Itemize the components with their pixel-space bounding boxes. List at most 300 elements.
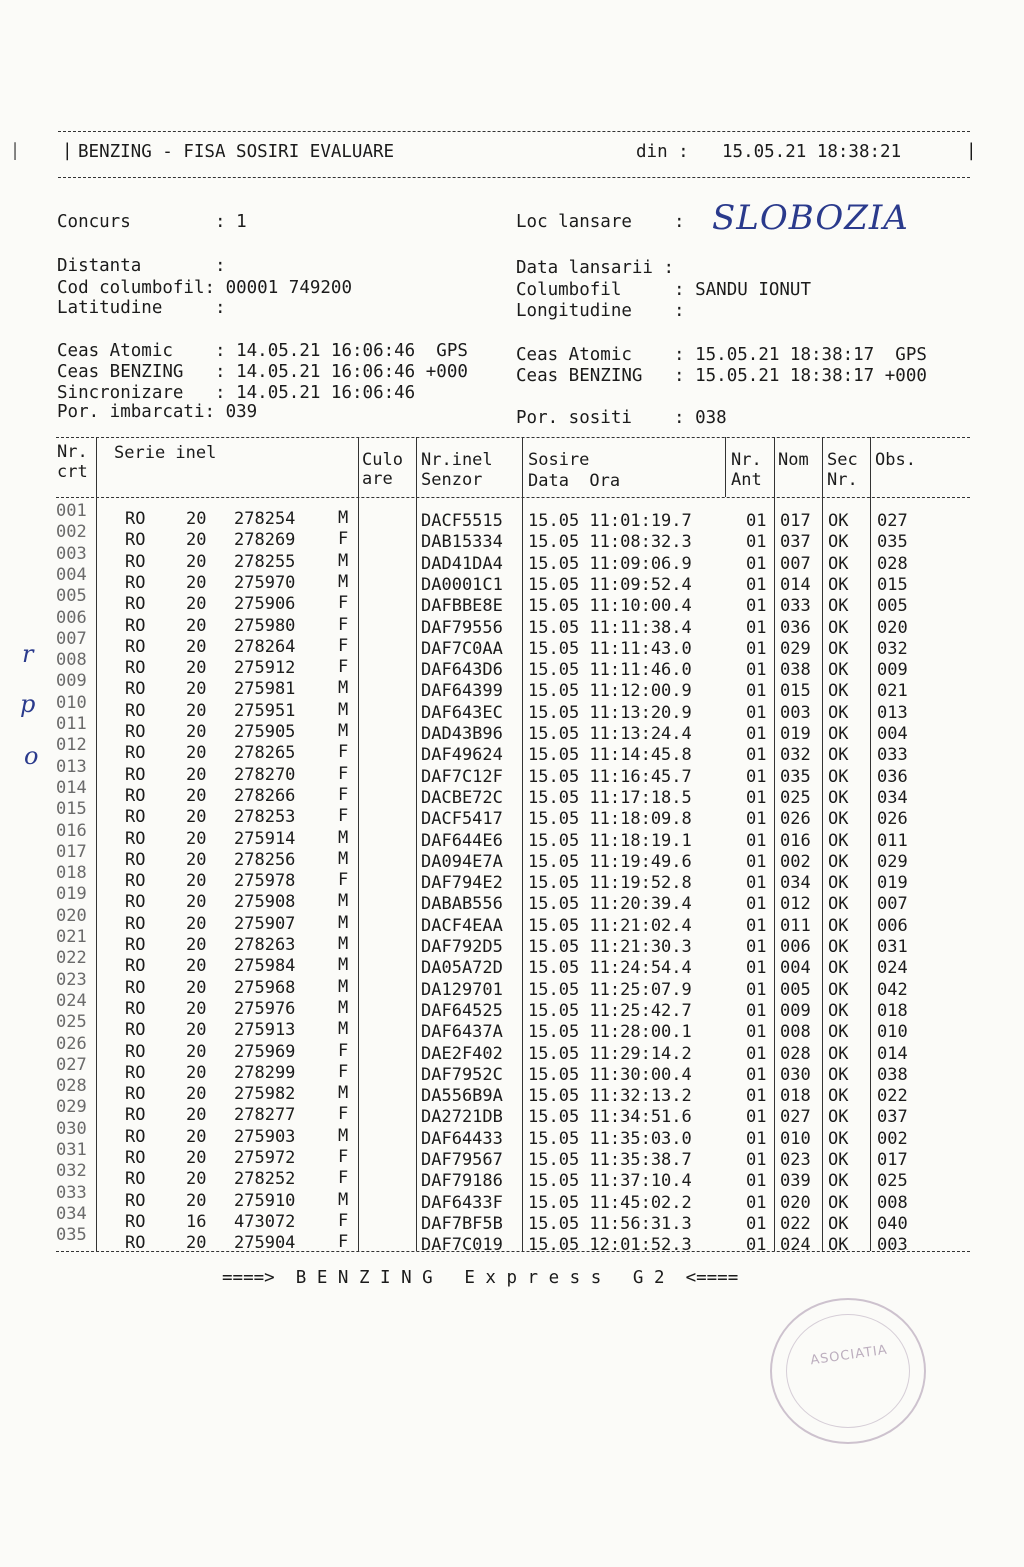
cell-sec: OK xyxy=(828,915,849,936)
cell-sensor: DAF64399 xyxy=(421,681,503,702)
cell-arrival: 15.05 11:30:00.4 xyxy=(528,1064,692,1085)
cell-year: 20 xyxy=(186,700,207,721)
cell-ring: 275904 xyxy=(234,1233,296,1254)
cell-nom: 007 xyxy=(780,553,811,574)
cell-nr-crt: 014 xyxy=(56,777,87,798)
cell-ring: 278266 xyxy=(234,785,296,806)
cell-nom: 008 xyxy=(780,1022,811,1043)
distanta-line: Distanta : xyxy=(57,256,226,276)
cell-arrival: 15.05 11:28:00.1 xyxy=(528,1022,692,1043)
cell-nom: 035 xyxy=(780,766,811,787)
cell-sex: F xyxy=(338,742,349,763)
cell-obs: 026 xyxy=(877,809,908,830)
cell-nr-crt: 019 xyxy=(56,884,87,905)
cell-arrival: 15.05 11:11:43.0 xyxy=(528,638,692,659)
por-sositi-line: Por. sositi : 038 xyxy=(516,408,727,428)
cell-year: 20 xyxy=(186,551,207,572)
cell-sex: F xyxy=(338,635,349,656)
cell-sensor: DAF644E6 xyxy=(421,830,503,851)
cell-country: RO xyxy=(125,636,146,657)
cell-nom: 024 xyxy=(780,1235,811,1256)
margin-handwriting-1: r xyxy=(22,640,34,668)
cell-sec: OK xyxy=(828,1107,849,1128)
cell-nom: 032 xyxy=(780,745,811,766)
cell-country: RO xyxy=(125,998,146,1019)
cell-ring: 278256 xyxy=(234,849,296,870)
cell-country: RO xyxy=(125,1105,146,1126)
footer-banner: ====> B E N Z I N G E x p r e s s G 2 <==== xyxy=(222,1268,739,1288)
cell-arrival: 15.05 11:11:38.4 xyxy=(528,617,692,638)
table-top-border xyxy=(56,437,970,438)
cell-sensor: DA0001C1 xyxy=(421,574,503,595)
ceas-atomic-right: Ceas Atomic : 15.05.21 18:38:17 GPS xyxy=(516,345,927,365)
cell-ant: 01 xyxy=(746,1150,767,1170)
cell-arrival: 15.05 11:24:54.4 xyxy=(528,958,692,979)
cell-arrival: 15.05 11:37:10.4 xyxy=(528,1171,692,1192)
cell-sensor: DA05A72D xyxy=(421,958,503,979)
cell-sex: M xyxy=(338,550,349,571)
cell-arrival: 15.05 11:12:00.9 xyxy=(528,681,692,702)
cell-obs: 019 xyxy=(877,873,908,894)
cell-year: 20 xyxy=(186,722,207,742)
cell-arrival: 15.05 11:21:30.3 xyxy=(528,937,692,957)
cell-nom: 022 xyxy=(780,1213,811,1234)
cell-nr-crt: 030 xyxy=(56,1118,87,1139)
cell-year: 16 xyxy=(186,1211,207,1232)
cell-nom: 018 xyxy=(780,1086,811,1107)
cell-sensor: DA129701 xyxy=(421,979,503,1000)
cell-country: RO xyxy=(125,615,146,636)
cell-sensor: DAF7C12F xyxy=(421,766,503,787)
col-line-6 xyxy=(774,437,775,1251)
cell-obs: 018 xyxy=(877,1000,908,1021)
cell-ant: 01 xyxy=(746,1213,767,1234)
cell-sec: OK xyxy=(828,809,849,830)
cell-obs: 021 xyxy=(877,681,908,702)
cell-ant: 01 xyxy=(746,681,767,702)
cell-nr-crt: 025 xyxy=(56,1012,87,1033)
cell-obs: 028 xyxy=(877,553,908,574)
cell-sex: F xyxy=(338,1232,349,1253)
cell-nom: 020 xyxy=(780,1192,811,1213)
cell-ring: 275981 xyxy=(234,679,296,700)
cell-obs: 035 xyxy=(877,532,908,553)
cell-country: RO xyxy=(125,1190,146,1211)
cell-sensor: DAD43B96 xyxy=(421,724,503,744)
cell-nr-crt: 008 xyxy=(56,650,87,671)
loc-lansare-handwritten: SLOBOZIA xyxy=(712,198,909,238)
ceas-benzing-left: Ceas BENZING : 14.05.21 16:06:46 +000 xyxy=(57,362,468,382)
cell-ring: 275980 xyxy=(234,615,296,636)
cell-obs: 017 xyxy=(877,1150,908,1170)
cell-sex: M xyxy=(338,976,349,997)
cell-year: 20 xyxy=(186,913,207,934)
cell-ring: 278277 xyxy=(234,1105,296,1126)
cell-obs: 005 xyxy=(877,596,908,617)
header-sec-1: Sec xyxy=(827,450,858,470)
cell-ring: 275905 xyxy=(234,722,296,742)
cell-obs: 002 xyxy=(877,1128,908,1149)
cell-ant: 01 xyxy=(746,745,767,766)
cell-year: 20 xyxy=(186,935,207,955)
cell-sec: OK xyxy=(828,1022,849,1043)
din-value: 15.05.21 18:38:21 xyxy=(722,142,902,162)
cell-year: 20 xyxy=(186,572,207,593)
cell-sex: F xyxy=(338,657,349,678)
header-serie-inel: Serie inel xyxy=(114,443,217,463)
cell-arrival: 15.05 11:18:19.1 xyxy=(528,830,692,851)
cell-sex: M xyxy=(338,912,349,933)
cell-arrival: 15.05 11:13:20.9 xyxy=(528,702,692,723)
cell-ant: 01 xyxy=(746,958,767,979)
cell-nom: 002 xyxy=(780,851,811,872)
cell-nr-crt: 028 xyxy=(56,1076,87,1097)
cell-sex: F xyxy=(338,1061,349,1082)
cell-nr-crt: 027 xyxy=(56,1054,87,1075)
cell-year: 20 xyxy=(186,1126,207,1147)
cell-year: 20 xyxy=(186,743,207,764)
cell-year: 20 xyxy=(186,871,207,892)
cell-obs: 013 xyxy=(877,702,908,723)
cell-sensor: DAF79186 xyxy=(421,1171,503,1192)
cell-ant: 01 xyxy=(746,1192,767,1213)
cell-ring: 275976 xyxy=(234,998,296,1019)
cell-arrival: 15.05 11:08:32.3 xyxy=(528,532,692,553)
cell-obs: 033 xyxy=(877,745,908,766)
cell-country: RO xyxy=(125,1148,146,1168)
cell-nom: 015 xyxy=(780,681,811,702)
cell-sec: OK xyxy=(828,1086,849,1107)
cell-year: 20 xyxy=(186,977,207,998)
cell-year: 20 xyxy=(186,828,207,849)
cell-nom: 026 xyxy=(780,809,811,830)
cell-obs: 027 xyxy=(877,511,908,531)
cell-ring: 275910 xyxy=(234,1190,296,1211)
longitudine-line: Longitudine : xyxy=(516,301,685,321)
cell-nom: 023 xyxy=(780,1150,811,1170)
cell-arrival: 15.05 11:20:39.4 xyxy=(528,894,692,915)
cell-sex: F xyxy=(338,1040,349,1061)
cell-sec: OK xyxy=(828,660,849,681)
col-line-1 xyxy=(96,437,97,497)
cell-sensor: DAF7C0AA xyxy=(421,638,503,659)
cell-sex: M xyxy=(338,1125,349,1146)
cell-year: 20 xyxy=(186,1062,207,1083)
cell-sensor: DABAB556 xyxy=(421,894,503,915)
cell-sex: F xyxy=(338,529,349,550)
cell-ant: 01 xyxy=(746,1064,767,1085)
cell-sec: OK xyxy=(828,958,849,979)
cell-sec: OK xyxy=(828,681,849,702)
cell-nom: 036 xyxy=(780,617,811,638)
cell-country: RO xyxy=(125,807,146,828)
cell-sec: OK xyxy=(828,724,849,744)
cell-nom: 004 xyxy=(780,958,811,979)
cell-obs: 029 xyxy=(877,851,908,872)
cell-arrival: 15.05 11:32:13.2 xyxy=(528,1086,692,1107)
col-line-8 xyxy=(870,437,871,1251)
cell-sensor: DAF643EC xyxy=(421,702,503,723)
data-lansarii-line: Data lansarii : xyxy=(516,258,675,278)
header-pipe-left: | xyxy=(62,141,73,161)
cell-ant: 01 xyxy=(746,809,767,830)
cell-obs: 008 xyxy=(877,1192,908,1213)
cell-nr-crt: 023 xyxy=(56,969,87,990)
din-label: din : xyxy=(636,142,689,162)
cell-sec: OK xyxy=(828,702,849,723)
cell-ant: 01 xyxy=(746,1128,767,1149)
cell-arrival: 15.05 11:25:07.9 xyxy=(528,979,692,1000)
table-header-border xyxy=(56,497,970,498)
header-nr-ant-1: Nr. xyxy=(731,450,762,470)
cell-ant: 01 xyxy=(746,1086,767,1107)
cell-ant: 01 xyxy=(746,702,767,723)
margin-mark-1: | xyxy=(12,140,19,161)
cell-nom: 006 xyxy=(780,937,811,957)
header-data-ora: Data Ora xyxy=(528,471,621,491)
cell-ring: 278252 xyxy=(234,1169,296,1190)
cell-sex: M xyxy=(338,891,349,912)
cell-ant: 01 xyxy=(746,915,767,936)
cell-nr-crt: 024 xyxy=(56,990,87,1011)
col-line-7 xyxy=(822,437,823,1251)
cell-nr-crt: 013 xyxy=(56,756,87,777)
cell-ant: 01 xyxy=(746,596,767,617)
cell-year: 20 xyxy=(186,764,207,785)
cell-country: RO xyxy=(125,977,146,998)
cell-country: RO xyxy=(125,572,146,593)
cell-year: 20 xyxy=(186,1020,207,1041)
sincronizare-line: Sincronizare : 14.05.21 16:06:46 xyxy=(57,383,416,403)
cell-sex: F xyxy=(338,1210,349,1231)
cell-sex: M xyxy=(338,1083,349,1104)
cell-ant: 01 xyxy=(746,532,767,553)
cell-ring: 275969 xyxy=(234,1041,296,1062)
cell-sec: OK xyxy=(828,894,849,915)
cell-nr-crt: 016 xyxy=(56,820,87,841)
cell-obs: 015 xyxy=(877,574,908,595)
cell-nom: 014 xyxy=(780,574,811,595)
cell-country: RO xyxy=(125,935,146,955)
cell-nom: 027 xyxy=(780,1107,811,1128)
header-bottom-border xyxy=(58,177,970,178)
cell-obs: 031 xyxy=(877,937,908,957)
cell-obs: 003 xyxy=(877,1235,908,1256)
ceas-atomic-left: Ceas Atomic : 14.05.21 16:06:46 GPS xyxy=(57,341,468,361)
cell-ant: 01 xyxy=(746,894,767,915)
cell-year: 20 xyxy=(186,892,207,913)
header-obs: Obs. xyxy=(875,450,916,470)
cell-nr-crt: 020 xyxy=(56,905,87,926)
cell-country: RO xyxy=(125,509,146,529)
cell-year: 20 xyxy=(186,956,207,977)
cell-arrival: 15.05 11:45:02.2 xyxy=(528,1192,692,1213)
cell-sec: OK xyxy=(828,873,849,894)
cell-nr-crt: 032 xyxy=(56,1161,87,1182)
cell-country: RO xyxy=(125,871,146,892)
cell-sec: OK xyxy=(828,511,849,531)
cell-obs: 042 xyxy=(877,979,908,1000)
cell-nr-crt: 002 xyxy=(56,522,87,543)
cell-obs: 038 xyxy=(877,1064,908,1085)
cell-sex: F xyxy=(338,1168,349,1189)
cell-arrival: 15.05 11:01:19.7 xyxy=(528,511,692,531)
cell-sex: M xyxy=(338,571,349,592)
cell-nr-crt: 033 xyxy=(56,1182,87,1203)
cell-sensor: DA094E7A xyxy=(421,851,503,872)
cell-ring: 278264 xyxy=(234,636,296,657)
margin-handwriting-2: p xyxy=(20,690,36,718)
cell-country: RO xyxy=(125,1169,146,1190)
cod-columbofil-line: Cod columbofil: 00001 749200 xyxy=(57,278,353,298)
cell-country: RO xyxy=(125,785,146,806)
cell-sec: OK xyxy=(828,1150,849,1170)
cell-sec: OK xyxy=(828,1000,849,1021)
cell-nom: 010 xyxy=(780,1128,811,1149)
cell-sec: OK xyxy=(828,787,849,808)
header-crt: crt xyxy=(57,462,88,482)
cell-sec: OK xyxy=(828,1064,849,1085)
cell-country: RO xyxy=(125,956,146,977)
cell-sex: M xyxy=(338,508,349,528)
cell-sensor: DAF792D5 xyxy=(421,937,503,957)
cell-country: RO xyxy=(125,1126,146,1147)
cell-nr-crt: 029 xyxy=(56,1097,87,1118)
cell-arrival: 15.05 11:18:09.8 xyxy=(528,809,692,830)
cell-arrival: 15.05 11:56:31.3 xyxy=(528,1213,692,1234)
cell-sensor: DAF79567 xyxy=(421,1150,503,1170)
cell-nom: 037 xyxy=(780,532,811,553)
cell-year: 20 xyxy=(186,1233,207,1254)
cell-ant: 01 xyxy=(746,638,767,659)
cell-arrival: 15.05 11:09:06.9 xyxy=(528,553,692,574)
cell-nom: 009 xyxy=(780,1000,811,1021)
cell-sensor: DAF7BF5B xyxy=(421,1213,503,1234)
cell-ring: 275907 xyxy=(234,913,296,934)
cell-sex: M xyxy=(338,934,349,954)
cell-sex: M xyxy=(338,1019,349,1040)
cell-obs: 009 xyxy=(877,660,908,681)
cell-arrival: 15.05 11:35:03.0 xyxy=(528,1128,692,1149)
header-nr-inel: Nr.inel xyxy=(421,450,493,470)
cell-year: 20 xyxy=(186,1105,207,1126)
concurs-line: Concurs : 1 xyxy=(57,212,247,232)
cell-year: 20 xyxy=(186,1041,207,1062)
cell-country: RO xyxy=(125,1041,146,1062)
cell-nom: 017 xyxy=(780,511,811,531)
cell-ring: 275914 xyxy=(234,828,296,849)
col-line-4 xyxy=(522,437,523,1251)
cell-arrival: 15.05 11:10:00.4 xyxy=(528,596,692,617)
cell-nr-crt: 031 xyxy=(56,1140,87,1160)
cell-nom: 025 xyxy=(780,787,811,808)
cell-country: RO xyxy=(125,828,146,849)
cell-year: 20 xyxy=(186,679,207,700)
cell-sensor: DAF6433F xyxy=(421,1192,503,1213)
cell-obs: 020 xyxy=(877,617,908,638)
loc-lansare-label: Loc lansare : xyxy=(516,212,685,232)
cell-year: 20 xyxy=(186,509,207,529)
por-imbarcati-line: Por. imbarcati: 039 xyxy=(57,402,258,422)
col-line-1b xyxy=(96,497,97,1251)
cell-sensor: DAF64433 xyxy=(421,1128,503,1149)
cell-obs: 007 xyxy=(877,894,908,915)
cell-sec: OK xyxy=(828,1043,849,1064)
cell-ring: 275984 xyxy=(234,956,296,977)
cell-sensor: DAF7952C xyxy=(421,1064,503,1085)
cell-sensor: DACF5515 xyxy=(421,511,503,531)
cell-ring: 278269 xyxy=(234,530,296,551)
cell-ant: 01 xyxy=(746,1171,767,1192)
cell-year: 20 xyxy=(186,658,207,679)
cell-ring: 278299 xyxy=(234,1062,296,1083)
cell-ant: 01 xyxy=(746,1022,767,1043)
cell-ring: 275970 xyxy=(234,572,296,593)
cell-sex: M xyxy=(338,1189,349,1210)
cell-ant: 01 xyxy=(746,660,767,681)
cell-country: RO xyxy=(125,551,146,572)
cell-obs: 004 xyxy=(877,724,908,744)
cell-sex: M xyxy=(338,827,349,848)
cell-arrival: 15.05 11:35:38.7 xyxy=(528,1150,692,1170)
cell-obs: 032 xyxy=(877,638,908,659)
cell-nom: 005 xyxy=(780,979,811,1000)
cell-sec: OK xyxy=(828,851,849,872)
cell-nr-crt: 009 xyxy=(56,671,87,692)
header-nr-ant-2: Ant xyxy=(731,470,762,490)
cell-sec: OK xyxy=(828,617,849,638)
cell-obs: 037 xyxy=(877,1107,908,1128)
cell-arrival: 15.05 11:34:51.6 xyxy=(528,1107,692,1128)
cell-arrival: 15.05 11:13:24.4 xyxy=(528,724,692,744)
cell-sec: OK xyxy=(828,830,849,851)
cell-sensor: DAF7C019 xyxy=(421,1235,503,1256)
cell-arrival: 15.05 12:01:52.3 xyxy=(528,1235,692,1256)
cell-country: RO xyxy=(125,658,146,679)
cell-year: 20 xyxy=(186,1190,207,1211)
cell-ring: 278265 xyxy=(234,743,296,764)
cell-nom: 030 xyxy=(780,1064,811,1085)
cell-nr-crt: 001 xyxy=(56,501,87,521)
cell-sensor: DAF6437A xyxy=(421,1022,503,1043)
cell-ring: 275903 xyxy=(234,1126,296,1147)
cell-nr-crt: 015 xyxy=(56,799,87,820)
cell-nom: 029 xyxy=(780,638,811,659)
cell-sex: F xyxy=(338,1104,349,1125)
cell-ring: 275906 xyxy=(234,594,296,615)
cell-year: 20 xyxy=(186,636,207,657)
cell-year: 20 xyxy=(186,807,207,828)
header-senzor: Senzor xyxy=(421,470,483,490)
cell-sex: M xyxy=(338,678,349,699)
cell-sensor: DACBE72C xyxy=(421,787,503,808)
cell-year: 20 xyxy=(186,1148,207,1168)
header-sosire: Sosire xyxy=(528,450,590,470)
cell-country: RO xyxy=(125,1020,146,1041)
header-nom: Nom xyxy=(778,450,809,470)
cell-sec: OK xyxy=(828,1213,849,1234)
cell-sensor: DAB15334 xyxy=(421,532,503,553)
cell-arrival: 15.05 11:17:18.5 xyxy=(528,787,692,808)
cell-ant: 01 xyxy=(746,787,767,808)
cell-sec: OK xyxy=(828,745,849,766)
cell-sensor: DACF4EAA xyxy=(421,915,503,936)
cell-obs: 014 xyxy=(877,1043,908,1064)
cell-ring: 278254 xyxy=(234,509,296,529)
cell-sensor: DAF643D6 xyxy=(421,660,503,681)
cell-sec: OK xyxy=(828,766,849,787)
cell-ring: 275912 xyxy=(234,658,296,679)
